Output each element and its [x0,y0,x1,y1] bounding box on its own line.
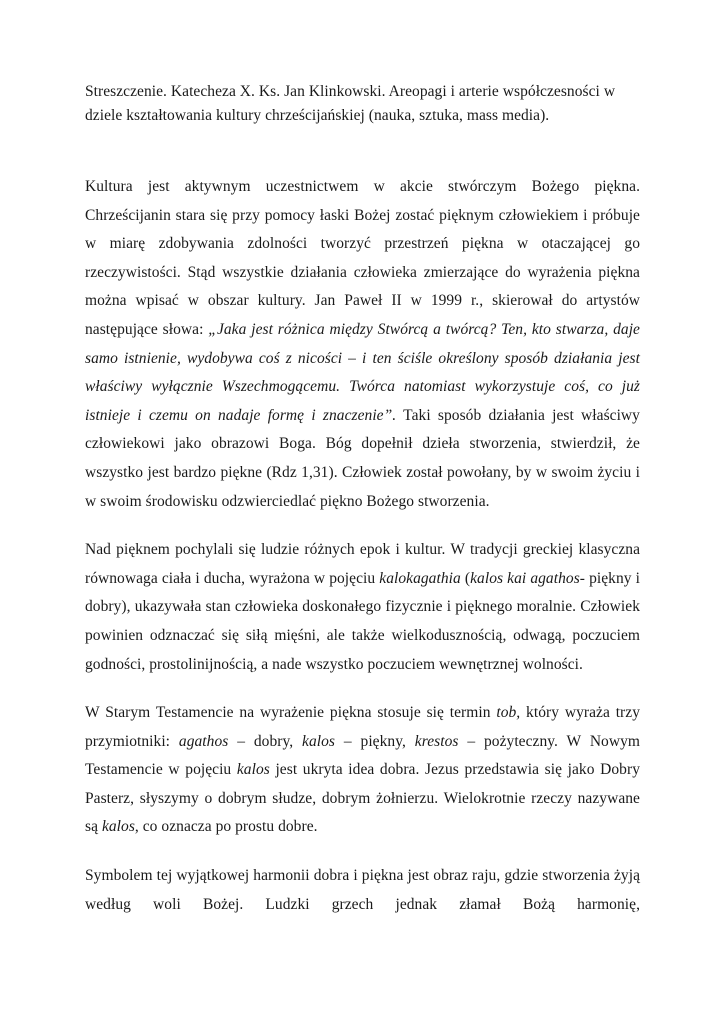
italic-text-run: kalos [236,761,270,779]
text-run: który wyraża trzy przymiotniki: [85,704,640,750]
text-run: jest ukryta idea dobra. Jezus przedstawia się jako Dobry Pasterz, słyszymy o dobrym słudze, dobrym żołnierzu. Wielokrotnie rzeczy nazywane są [85,761,640,836]
document-page [85,80,640,919]
text-run: ( [460,569,471,587]
italic-text-run: kalos kai agathos [470,569,580,587]
paragraph-3 [85,699,640,842]
text-run: Taki sposób działania jest właściwy człowiekowi jako obrazowi Boga. Bóg dopełnił dzieła stworzenia, stwierdził, że wszystko jest bardzo piękne (Rdz 1,31). Człowiek został powołany, by w swoim życiu i w swoim środowisku odzwierciedlać piękno Bożego stworzenia. [85,406,640,510]
italic-text-run: kalokagathia [379,569,461,587]
text-run: W Starym Testamencie na wyrażenie piękna stosuje się termin [85,704,497,722]
italic-text-run: tob, [496,704,521,722]
text-run: – dobry, [228,732,303,750]
italic-text-run: kalos [101,818,135,836]
text-run: – pożyteczny. W Nowym Testamencie w pojęciu [85,732,641,779]
italic-text-run: agathos [178,732,229,750]
text-run: – piękny, [335,732,415,750]
paragraph-1 [85,173,640,516]
paragraph-2 [85,536,640,679]
text-run: - piękny i dobry), ukazywała stan człowieka doskonałego fizycznie i pięknego moralnie. Człowiek powinien odznaczać się siłą mięśni, ale także wielkodusznością, odwagą, poczuciem godności, prostolinijnością, a nade wszystko poczuciem wewnętrznej wolności. [85,569,641,673]
text-run: , co oznacza po prostu dobre. [134,818,318,836]
text-run: Nad pięknem pochylali się ludzie różnych epok i kultur. W tradycji greckiej klasyczna równowaga ciała i ducha, wyrażona w pojęciu [85,541,640,587]
paragraph-4 [85,862,640,919]
text-run: Symbolem tej wyjątkowej harmonii dobra i piękna jest obraz raju, gdzie stworzenia żyją według woli Bożej. Ludzki grzech jednak złamał Bożą harmonię, [85,867,640,913]
document-summary: Streszczenie. Katecheza X. Ks. Jan Klinkowski. Areopagi i arterie współczesności w dziele kształtowania kultury chrześcijańskiej (nauka, sztuka, mass media). [85,83,616,124]
italic-text-run: „Jaka jest różnica między Stwórcą a twórcą? Ten, kto stwarza, daje samo istnienie, wydobywa coś z nicości – i ten ściśle określony sposób działania jest właściwy wyłącznie Wszechmogącemu. Twórca natomiast wykorzystuje coś, co już istnieje i czemu on nadaje formę i znaczenie”. [85,320,640,424]
text-run: Kultura jest aktywnym uczestnictwem w akcie stwórczym Bożego piękna. Chrześcijanin stara się przy pomocy łaski Bożej zostać pięknym człowiekiem i próbuje w miarę zdobywania zdolności tworzyć przestrzeń piękna w otaczającej go rzeczywistości. Stąd wszystkie działania człowieka zmierzające do wyrażenia piękna można wpisać w obszar kultury. Jan Paweł II w 1999 r., skierował do artystów następujące słowa: [85,178,640,338]
italic-text-run: krestos [414,732,459,750]
italic-text-run: kalos [302,732,336,750]
